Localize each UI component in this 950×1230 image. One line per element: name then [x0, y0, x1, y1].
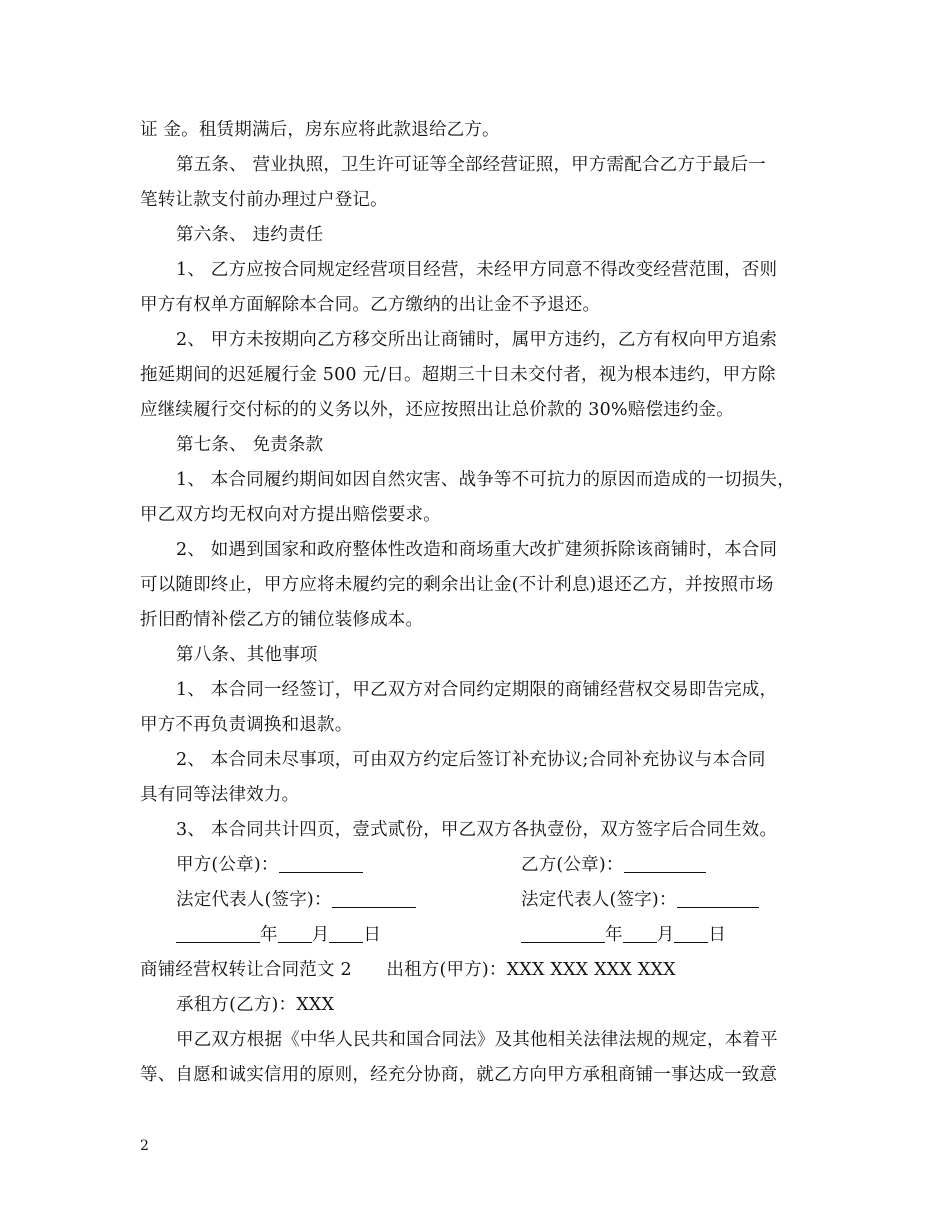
paragraph-line: 笔转让款支付前办理过户登记。	[140, 190, 388, 210]
rep-b-blank	[677, 889, 759, 908]
party-a-seal-label: 甲方(公章)：	[176, 855, 279, 875]
date-a-year-label: 年	[260, 925, 278, 945]
paragraph-line: 证 金。租赁期满后，房东应将此款退给乙方。	[140, 120, 500, 140]
paragraph-line: 等、自愿和诚实信用的原则，经充分协商，就乙方向甲方承租商铺一事达成一致意	[140, 1065, 778, 1085]
date-b-field	[521, 922, 821, 948]
paragraph-line: 1、 本合同一经签订，甲乙双方对合同约定期限的商铺经营权交易即告完成，	[176, 680, 778, 700]
date-b-year-label: 年	[605, 925, 623, 945]
paragraph-line: 1、 本合同履约期间如因自然灾害、战争等不可抗力的原因而造成的一切损失，	[176, 470, 795, 490]
paragraph-line: 甲乙双方均无权向对方提出赔偿要求。	[140, 505, 441, 525]
date-b-month-label: 月	[656, 925, 675, 945]
section-heading: 第八条、其他事项	[176, 645, 318, 665]
date-b-day-blank	[674, 924, 708, 943]
party-b-seal-blank	[624, 854, 706, 873]
paragraph-line: 甲方不再负责调换和退款。	[140, 715, 353, 735]
paragraph-line: 2、 如遇到国家和政府整体性改造和商场重大改扩建须拆除该商铺时，本合同	[176, 540, 778, 560]
date-a-month-label: 月	[311, 925, 330, 945]
date-a-day-blank	[329, 924, 363, 943]
party-b-seal-label: 乙方(公章)：	[521, 855, 624, 875]
paragraph-line: 甲方有权单方面解除本合同。乙方缴纳的出让金不予退还。	[140, 295, 601, 315]
paragraph-line: 具有同等法律效力。	[140, 785, 300, 805]
date-b-month-blank	[623, 924, 657, 943]
date-a-year-blank	[176, 924, 260, 943]
date-b-day-label: 日	[708, 925, 727, 945]
paragraph-line: 第五条、 营业执照，卫生许可证等全部经营证照，甲方需配合乙方于最后一	[176, 155, 766, 175]
paragraph-line: 甲乙双方根据《中华人民共和国合同法》及其他相关法律法规的规定，本着平	[176, 1030, 778, 1050]
party-b-seal-field	[521, 852, 821, 878]
paragraph-line: 应继续履行交付标的的义务以外，还应按照出让总价款的 30%赔偿违约金。	[140, 400, 734, 420]
date-a-day-label: 日	[363, 925, 382, 945]
paragraph-line: 2、 甲方未按期向乙方移交所出让商铺时，属甲方违约，乙方有权向甲方追索	[176, 330, 778, 350]
date-b-year-blank	[521, 924, 605, 943]
contract-2-title-line: 商铺经营权转让合同范文 2 出租方(甲方)：XXX XXX XXX XXX	[140, 960, 676, 980]
date-a-month-blank	[278, 924, 312, 943]
paragraph-line: 3、 本合同共计四页，壹式贰份，甲乙双方各执壹份，双方签字后合同生效。	[176, 820, 778, 840]
page-number: 2	[140, 1138, 149, 1154]
section-heading: 第七条、 免责条款	[176, 435, 324, 455]
paragraph-line: 1、 乙方应按合同规定经营项目经营，未经甲方同意不得改变经营范围，否则	[176, 260, 778, 280]
party-a-seal-blank	[279, 854, 363, 873]
section-heading: 第六条、 违约责任	[176, 225, 324, 245]
paragraph-line: 拖延期间的迟延履行金 500 元/日。超期三十日未交付者，视为根本违约，甲方除	[140, 365, 776, 385]
paragraph-line: 可以随即终止，甲方应将未履约完的剩余出让金(不计利息)退还乙方，并按照市场	[140, 575, 774, 595]
rep-a-label: 法定代表人(签字)：	[176, 890, 332, 910]
rep-b-field	[521, 887, 821, 913]
tenant-line: 承租方(乙方)：XXX	[176, 995, 335, 1015]
paragraph-line: 2、 本合同未尽事项，可由双方约定后签订补充协议;合同补充协议与本合同	[176, 750, 766, 770]
rep-b-label: 法定代表人(签字)：	[521, 890, 677, 910]
rep-a-blank	[332, 889, 416, 908]
paragraph-line: 折旧酌情补偿乙方的铺位装修成本。	[140, 610, 424, 630]
